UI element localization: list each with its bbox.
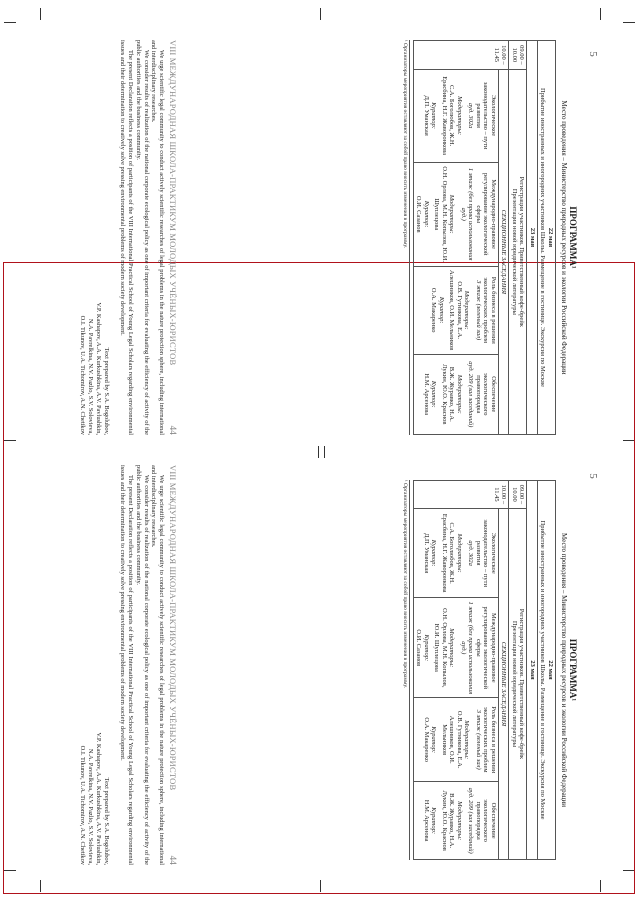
curator-label: Куратор: [430,807,438,834]
running-header: VIII МЕЖДУНАРОДНАЯ ШКОЛА-ПРАКТИКУМ МОЛОДЫХ УЧЁНЫХ-ЮРИСТОВ [168,40,178,366]
moderators: О.Н. Орлова, М.Н. Копылов, Ю.И. Шуплецова [433,608,448,688]
crop-mark [320,8,321,20]
section-title: Экологическое законодательство – пути развития [475,519,497,587]
section-cell [414,69,499,162]
program-table [413,480,556,860]
lower-declaration-page [36,465,176,865]
section-room: ауд. 302а [467,540,475,566]
curator-label: Куратор: [430,102,438,129]
header-row [168,465,176,865]
lower-program-page [330,480,580,860]
moderators-label: Модераторы: [448,628,456,668]
crop-mark [623,870,635,871]
curator: Н.М. Арсенова [423,799,430,842]
moderators: В.Ж. Журавко, Н.А. Лукин, Ю.О. Краснов [441,364,456,425]
section-room: ауд. 209 (зал заседаний) [467,787,475,854]
crop-mark [600,880,601,892]
moderators-label: Модераторы: [456,96,463,136]
page-number: 5 [586,473,599,479]
paragraph: We urge scientific legal community to conduct actively scientific researches of legal problems in the nature protection sphere, including international and interdisciplinary researches. [150,40,166,435]
curator-label: Куратор: [430,726,438,754]
section-cell [414,508,499,598]
time-cell: 10.00 – 11.45 [414,481,510,509]
upper-program-page [330,40,580,435]
signature-line: N.A. Pavrelkina, N.V. Pazlio, S.V. Solovieva, [87,318,95,435]
time-text: Регистрация участников. Приветственный кофе-брейк [518,608,526,760]
moderators: О.В. Гутникова, Е.А. Алешников, О.И. Мельников [448,270,463,351]
section-title: Роль бизнеса в решении экологических проблем [482,706,497,774]
section-title: Международно-правовое регулирование экологической сферы [475,172,497,256]
crop-mark [623,440,635,441]
curator: Д.П. Уманская [423,95,430,136]
curator: О.А. Макаренко [423,717,430,762]
day-label: 22 мая [547,227,554,248]
day-text: Прибытие иностранных и иногородних участников Школы. Размещение в гостинице. Экскурсия по Москве [539,520,547,820]
crop-mark [318,446,319,458]
program-venue: Место проведения – Министерство природных ресурсов и экологии Российской Федерации [560,100,568,375]
curator: Д.П. Уманская [423,533,430,574]
footnote: ¹ Организаторы мероприятия оставляют за собой право вносить изменения в программу. [402,40,410,435]
time-cell: 10.00 – 11.45 [414,41,510,70]
section-room: 3 этаж (зеленый зал) [475,709,482,770]
signature-line: O.I. Tikunov, U.A. Tichomirov, A.N. Chetikov [78,745,86,865]
time-cell: 09.00 – 10.00 [509,481,527,509]
section-cell [414,162,499,266]
section-room: 3 этаж (зеленый зал) [475,280,482,341]
paragraph: The present Declaration reflects a position of participants of the VIII International Practical School of Young Legal Scholars regarding environmental issues and their determination to creatively solve pressing environmental problems of modern society development. [119,40,135,435]
paragraph: We urge scientific legal community to conduct actively scientific researches of legal problems in the nature protection sphere, including international and interdisciplinary researches. [150,465,166,865]
crop-mark [4,22,16,23]
crop-mark [320,880,321,892]
section-cell [414,782,499,860]
time-cell: 09.00 – 10.00 [509,41,527,70]
program-venue: Место проведения – Министерство природных ресурсов и экологии Российской Федерации [560,533,568,807]
moderators: О.Н. Орлова, М.Н. Копылов, Ю.И. Шуплецова [433,166,448,263]
crop-mark [324,446,325,458]
section-cell [414,698,499,782]
moderators: С.А. Боголюбов, Ж.Н. Ерасбина, Н.Г. Жаворонкова [441,513,456,593]
moderators: О.В. Гутникова, Е.А. Алешников, О.И. Мельников [441,710,463,769]
section-title: Международно-правовое регулирование экологической сферы [475,606,497,690]
curator-label: Куратор: [423,200,430,228]
crop-mark [623,22,635,23]
signature-block [78,40,111,435]
section-room: ауд. 302а [467,102,475,129]
moderators-label: Модераторы: [456,374,463,414]
running-header: VIII МЕЖДУНАРОДНАЯ ШКОЛА-ПРАКТИКУМ МОЛОДЫХ УЧЁНЫХ-ЮРИСТОВ [168,465,178,791]
moderators-label: Модераторы: [456,533,463,573]
curator: О.И. Сазанов [415,629,423,667]
crop-mark [600,8,601,20]
presentation: Презентация новой юридической литературы [511,188,518,315]
section-cell [414,598,499,698]
page-number: 44 [168,855,178,865]
crop-mark [4,870,16,871]
sections-header: СЕКЦИОННЫЕ ЗАСЕДАНИЯ [499,69,510,434]
curator-label: Куратор: [430,539,438,567]
crop-mark [40,880,41,892]
presentation: Презентация новой юридической литературы [511,620,518,747]
section-title: Обеспечение экологического правопорядка [475,799,497,842]
sections-header: СЕКЦИОННЫЕ ЗАСЕДАНИЯ [499,508,510,859]
curator-label: Куратор: [423,634,430,662]
section-cell [414,354,499,434]
moderators: С.А. Боголюбов, Ж.Н. Ерасбина, Н.Г. Жаворонкова [441,76,456,155]
upper-declaration-page [36,40,176,435]
header-row [168,40,176,435]
signature-line: O.I. Tikunov, U.A. Tichomirov, A.N. Chetikov [78,315,86,435]
curator: Н.М. Арсенова [423,373,430,416]
section-room: 1 этаж (без права использования ауд.) [460,601,475,695]
signature-line: N.A. Pavrelkina, N.V. Pazlio, S.V. Solovieva, [87,748,95,865]
footnote: ¹ Организаторы мероприятия оставляют за собой право вносить изменения в программу. [402,480,410,860]
program-title: ПРОГРАММА¹ [568,638,578,702]
section-room: 1 этаж (без права использования ауд.) [460,167,475,261]
day-label: 23 мая [529,660,536,680]
paragraph: The present Declaration reflects a position of participants of the VIII International Practical School of Young Legal Scholars regarding environmental issues and their determination to creatively solve pressing environmental problems of modern society development. [119,465,135,865]
moderators-label: Модераторы: [463,290,471,330]
day-label: 23 мая [529,227,536,248]
signature-line: Text prepared by S.A. Bogolubov, [103,777,111,865]
signature-block [78,465,111,865]
crop-mark [40,8,41,20]
time-text: Регистрация участников. Приветственный кофе-брейк [518,176,526,327]
page-number: 5 [586,51,599,57]
curator-label: Куратор: [430,380,438,408]
signature-line: Text prepared by S.A. Bogolubov, [103,347,111,435]
day-text: Прибытие иностранных и иногородних участников Школы. Размещение в гостинице. Экскурсия по Москве [539,88,547,387]
section-title: Обеспечение экологического правопорядка [475,373,497,416]
section-title: Экологическое законодательство – пути развития [475,81,497,150]
section-cell [414,266,499,354]
moderators-label: Модераторы: [463,720,471,760]
moderators-label: Модераторы: [448,194,456,234]
crop-mark [4,440,16,441]
section-title: Роль бизнеса в решении экологических проблем [482,276,497,344]
program-title: ПРОГРАММА¹ [568,206,578,269]
section-room: ауд. 209 (зал заседаний) [467,361,475,428]
signature-line: V.P. Kashapov, A.A. Kurkushkina, A.V. Pavlushkin, [95,732,103,865]
moderators-label: Модераторы: [456,801,463,841]
curator: О.И. Сазанов [415,195,423,233]
paragraph: We consider results of realization of the national corporate ecological policy as one of important criteria for evaluating the efficiency of activity of the public authorities and the business community. [134,465,150,865]
curator-label: Куратор: [438,296,445,324]
page-number: 44 [168,425,178,435]
program-table [413,40,556,435]
paragraph: We consider results of realization of the national corporate ecological policy as one of important criteria for evaluating the efficiency of activity of the public authorities and the business community. [134,40,150,435]
day-label: 22 мая [547,660,554,680]
curator: О.А. Макаренко [430,287,438,333]
signature-line: V.P. Kashapov, A.A. Kurkushkina, A.V. Pavlushkin, [95,302,103,435]
moderators: В.Ж. Журавко, Н.А. Лукин, Ю.О. Краснов [441,790,456,851]
